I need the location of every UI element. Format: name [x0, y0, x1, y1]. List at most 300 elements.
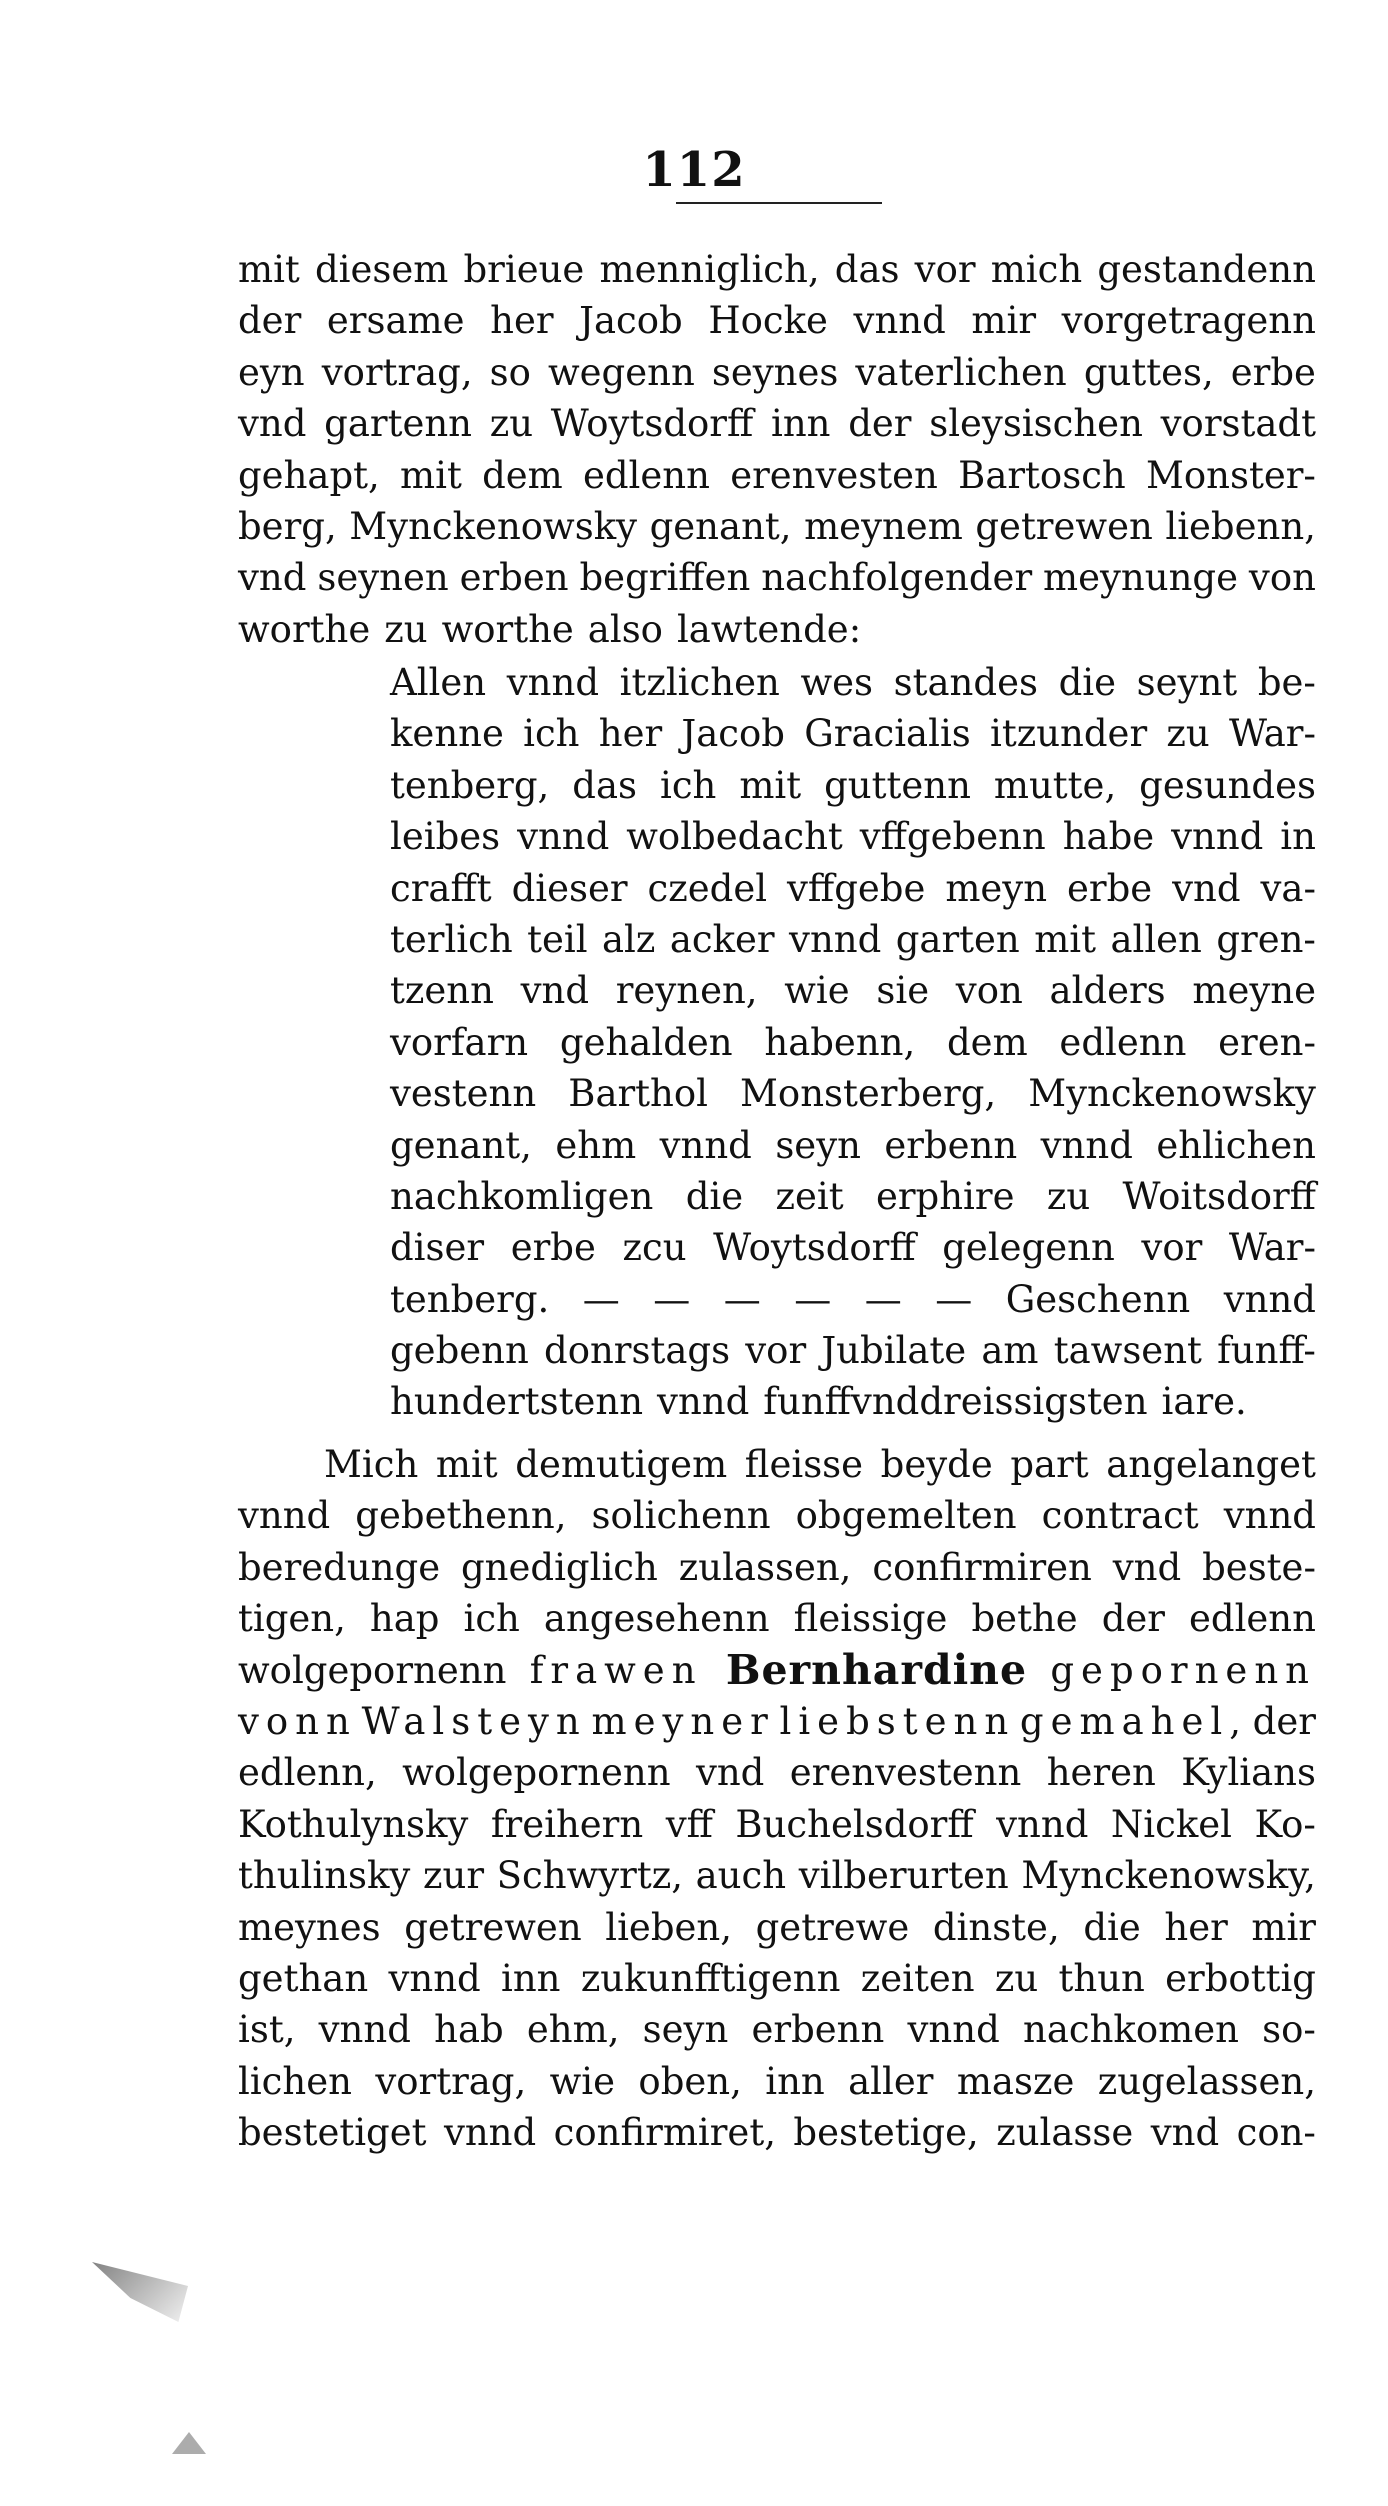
word: dieser [511, 866, 628, 910]
word: funffvnddreissigsten [763, 1380, 1148, 1424]
text-line [238, 1953, 1316, 2004]
word: gesundes [1139, 763, 1316, 807]
word: gebenn [390, 1329, 529, 1373]
word: der [1101, 1597, 1165, 1641]
word: vilberurten [798, 1854, 1009, 1898]
word: vor [914, 248, 976, 291]
word: angesehenn [543, 1597, 770, 1641]
word: solichenn [591, 1494, 771, 1538]
word: tigen, [238, 1597, 346, 1641]
word: Kylians [1181, 1751, 1316, 1795]
word: freihern [490, 1802, 644, 1846]
word-spaced: vonn [238, 1699, 357, 1743]
word: fleisse [744, 1443, 864, 1486]
word: genant, [390, 1123, 532, 1167]
word: War- [1228, 712, 1316, 756]
word: von [1248, 556, 1316, 600]
word: beredunge [238, 1545, 441, 1589]
text-line [238, 2004, 1316, 2055]
text-line [238, 295, 1316, 346]
text-line [238, 1490, 1316, 1541]
word: — [864, 1277, 902, 1321]
word-spaced: frawen [529, 1648, 703, 1692]
word: beste- [1202, 1545, 1316, 1589]
text-line [390, 760, 1316, 811]
word: hap [369, 1597, 440, 1641]
word: ich [523, 712, 580, 756]
word: — [723, 1277, 761, 1321]
word: obgemelten [795, 1494, 1017, 1538]
word: Woytsdorff [713, 1226, 916, 1270]
word: vorgetragenn [1061, 299, 1316, 343]
word: demutigem [515, 1443, 728, 1486]
word: wes [800, 661, 873, 704]
word-spaced: gemahel, [1019, 1699, 1248, 1743]
word: ehlichen [1156, 1123, 1316, 1167]
word: lieben, [605, 1905, 733, 1949]
word: vnnd [789, 917, 882, 961]
word: Ko- [1254, 1802, 1316, 1846]
word: also [587, 607, 663, 651]
word: vffgebe [787, 866, 926, 910]
text-line [238, 2056, 1316, 2107]
word: eren- [1218, 1020, 1316, 1064]
word: getrewen [404, 1905, 582, 1949]
word: Geschenn [1005, 1277, 1191, 1321]
word: erphire [875, 1174, 1015, 1218]
word: erbenn [751, 2008, 885, 2052]
word: erbe [510, 1226, 596, 1270]
word: zeiten [860, 1956, 975, 2000]
word: zur [423, 1854, 485, 1898]
word: so [489, 350, 531, 394]
word: Monsterberg, [740, 1072, 997, 1116]
word: mit [400, 453, 462, 497]
word: von [955, 969, 1023, 1013]
word: — [794, 1277, 832, 1321]
word: vaterlichen [855, 350, 1067, 394]
word: ich [463, 1597, 520, 1641]
word: edlenn, [238, 1751, 377, 1795]
word: Kothulynsky [238, 1802, 469, 1846]
text-line [390, 914, 1316, 965]
text-line [238, 604, 1316, 655]
text-line [238, 1902, 1316, 1953]
text-line [238, 1799, 1316, 1850]
word: eyn [238, 350, 305, 394]
word: ehm, [526, 2008, 620, 2052]
word: be- [1257, 661, 1316, 704]
word: donrstags [544, 1329, 731, 1373]
word: meyn [945, 866, 1048, 910]
word: der [238, 299, 302, 343]
word-spaced: meyner [591, 1699, 775, 1743]
word: so- [1262, 2008, 1316, 2052]
word: vorstadt [1160, 402, 1316, 446]
scan-smudge [172, 2432, 206, 2454]
word: va- [1260, 866, 1316, 910]
word: angelanget [1106, 1443, 1316, 1486]
word: gelegenn [942, 1226, 1115, 1270]
word: meynes [238, 1905, 381, 1949]
text-line [390, 1376, 1316, 1427]
paragraph-rest [238, 1747, 1316, 2158]
word: terlich [390, 917, 513, 961]
word: die [685, 1174, 744, 1218]
word: getrewe [755, 1905, 910, 1949]
word: allen [1110, 917, 1202, 961]
word: ersame [326, 299, 465, 343]
word: vor [1141, 1226, 1203, 1270]
word: Mynckenowsky [349, 504, 638, 548]
word: Woytsdorff [550, 402, 754, 446]
word: vnd [695, 1751, 765, 1795]
word: wie [549, 2059, 616, 2103]
text-line [238, 398, 1316, 449]
word: bestetiget [238, 2111, 427, 2155]
word: guttes, [1083, 350, 1214, 394]
word: vnnd [318, 2008, 411, 2052]
word: her [598, 712, 663, 756]
word: die [1058, 661, 1117, 704]
word: bestetige, [793, 2111, 979, 2155]
word: beyde [880, 1443, 993, 1486]
text-line [238, 1542, 1316, 1593]
word: War- [1228, 1226, 1316, 1270]
word: Mich [324, 1443, 419, 1486]
word: wegenn [547, 350, 695, 394]
word: vnd [1172, 866, 1241, 910]
word: iare. [1161, 1380, 1247, 1424]
word: ist, [238, 2008, 296, 2052]
word: wolgepornenn [402, 1751, 671, 1795]
word: mutte, [993, 763, 1117, 807]
page-number: 112 [642, 142, 746, 198]
word: meynunge [1043, 556, 1239, 600]
word: aller [848, 2059, 934, 2103]
word: inn [765, 2059, 825, 2103]
text-line [390, 1017, 1316, 1068]
word: mit [1034, 917, 1096, 961]
word: vestenn [390, 1072, 537, 1116]
word: tenberg, [390, 763, 550, 807]
quoted-document [390, 657, 1316, 1428]
word: dinste, [932, 1905, 1060, 1949]
word: zu [489, 402, 534, 446]
text-line [390, 1068, 1316, 1119]
word: Buchelsdorff [735, 1802, 974, 1846]
word: brieue [463, 248, 585, 291]
word: Mynckenowsky [1028, 1072, 1316, 1116]
word: gebethenn, [355, 1494, 567, 1538]
word: am [981, 1329, 1039, 1373]
word: seyn [775, 1123, 861, 1167]
paragraph-confirmation [238, 1439, 1316, 2158]
word: mir [1251, 1905, 1316, 1949]
word: berg, [238, 504, 337, 548]
word: habe [1062, 815, 1155, 859]
word: vnnd [238, 1494, 331, 1538]
word: Mynckenowsky, [1021, 1854, 1316, 1898]
word: genant, [649, 504, 792, 548]
text-line [238, 347, 1316, 398]
word: wolgepornenn [238, 1648, 507, 1692]
word: Jubilate [821, 1329, 967, 1373]
word: vnnd [853, 299, 946, 343]
word: erbe [1230, 350, 1316, 394]
word: tawsent [1053, 1329, 1202, 1373]
text-line [390, 657, 1316, 708]
word: gartenn [324, 402, 472, 446]
word: erben [459, 556, 569, 600]
word: mit [739, 763, 802, 807]
word: heren [1046, 1751, 1156, 1795]
word: getrewen [975, 504, 1153, 548]
text-line [238, 1696, 1316, 1747]
text-line [238, 1850, 1316, 1901]
text-line [238, 244, 1316, 295]
word: worthe [238, 607, 371, 651]
word: vnnd [388, 1956, 481, 2000]
word: vnnd [1171, 815, 1264, 859]
word: zu [1046, 1174, 1091, 1218]
word: dem [947, 1020, 1028, 1064]
word: reynen, [615, 969, 758, 1013]
word: das [834, 248, 900, 291]
word: gethan [238, 1956, 369, 2000]
word: zulassen, [678, 1545, 852, 1589]
word: mit [435, 1443, 498, 1486]
word: confirmiret, [553, 2111, 776, 2155]
word: vnd [238, 556, 307, 600]
word: meyne [1192, 969, 1316, 1013]
word: hundertstenn [390, 1380, 644, 1424]
word: zu [1166, 712, 1210, 756]
word: teil [527, 917, 588, 961]
blackletter-name: Bernhardine [725, 1645, 1028, 1694]
word: vnnd [517, 815, 610, 859]
word: worthe [441, 607, 574, 651]
word: tzenn [390, 969, 494, 1013]
word: vor [745, 1329, 807, 1373]
word: vnd [1150, 2111, 1220, 2155]
word: vnnd [659, 1123, 752, 1167]
word: vnnd [907, 2008, 1000, 2052]
word: vnnd [506, 661, 600, 704]
word: vnd [238, 402, 307, 446]
word: seynt [1136, 661, 1238, 704]
word: seynes [711, 350, 839, 394]
word: Jacob [579, 299, 683, 343]
word: kenne [390, 712, 504, 756]
scan-smudge [92, 2262, 188, 2322]
word: vffgebenn [859, 815, 1046, 859]
word: gehalden [559, 1020, 733, 1064]
word: Hocke [708, 299, 828, 343]
word: in [1280, 815, 1316, 859]
word: zu [994, 1956, 1039, 2000]
word: seynen [317, 556, 449, 600]
word-spaced: liebstenn [779, 1699, 1016, 1743]
word: gehapt, [238, 453, 380, 497]
word: Barthol [568, 1072, 708, 1116]
word: erbottig [1165, 1956, 1316, 2000]
word: vnnd [1223, 1494, 1316, 1538]
word: zulasse [996, 2111, 1134, 2155]
word: inn [501, 1956, 561, 2000]
word: sleysischen [929, 402, 1143, 446]
word: gestandenn [1097, 248, 1316, 291]
word: seyn [642, 2008, 729, 2052]
text-line [390, 1171, 1316, 1222]
word: itzunder [990, 712, 1148, 756]
word: liebenn, [1165, 504, 1316, 548]
word: erenvestenn [789, 1751, 1022, 1795]
word: Allen [390, 661, 487, 704]
word: vnnd [996, 1802, 1089, 1846]
word: con- [1236, 2111, 1316, 2155]
word: mir [971, 299, 1037, 343]
word: edlenn [1188, 1597, 1316, 1641]
word: contract [1041, 1494, 1199, 1538]
word: nachkomen [1022, 2008, 1239, 2052]
word: ich [659, 763, 717, 807]
word: thulinsky [238, 1854, 411, 1898]
word: vnnd [443, 2111, 537, 2155]
word: erbenn [884, 1123, 1018, 1167]
word: thun [1058, 1956, 1145, 2000]
word: garten [895, 917, 1020, 961]
word: zukunfftigenn [580, 1956, 841, 2000]
word: wie [784, 969, 850, 1013]
word: Jacob [681, 712, 785, 756]
word: mich [990, 248, 1083, 291]
word: ehm [555, 1123, 637, 1167]
text-line [390, 1325, 1316, 1376]
word: masze [956, 2059, 1075, 2103]
word: czedel [647, 866, 768, 910]
word: zeit [775, 1174, 844, 1218]
word: diser [390, 1226, 485, 1270]
word: vortrag, [375, 2059, 527, 2103]
word: vnnd [657, 1380, 750, 1424]
word: alz [601, 917, 656, 961]
word: Schwyrtz, [496, 1854, 683, 1898]
word: vnnd [1040, 1123, 1133, 1167]
word: der [848, 402, 912, 446]
word: crafft [390, 866, 492, 910]
word: meynem [804, 504, 963, 548]
word: funff- [1217, 1329, 1316, 1373]
word: alders [1049, 969, 1166, 1013]
text-line [390, 863, 1316, 914]
word: nachfolgender [761, 556, 1033, 600]
text-line [238, 1747, 1316, 1798]
word: vnnd [1223, 1277, 1316, 1321]
word: bethe [971, 1597, 1078, 1641]
word: vorfarn [390, 1020, 529, 1064]
word: diesem [314, 248, 449, 291]
word: — [582, 1277, 620, 1321]
text-line [238, 1593, 1316, 1644]
word: mit [238, 248, 300, 291]
word: die [1083, 1905, 1141, 1949]
text-line [390, 708, 1316, 759]
word: lichen [238, 2059, 352, 2103]
word: zugelassen, [1097, 2059, 1316, 2103]
word: Gracialis [804, 712, 971, 756]
word: nachkomligen [390, 1174, 654, 1218]
text-line [390, 1120, 1316, 1171]
word: erenvesten [730, 453, 938, 497]
word: Woitsdorff [1122, 1174, 1316, 1218]
text-line [390, 1274, 1316, 1325]
word: oben, [638, 2059, 742, 2103]
word: her [1164, 1905, 1228, 1949]
word: standes [893, 661, 1038, 704]
word: her [490, 299, 554, 343]
text-line [238, 552, 1316, 603]
word: vnd [1112, 1545, 1182, 1589]
word: menniglich, [599, 248, 820, 291]
word: begriffen [579, 556, 751, 600]
word: erbe [1067, 866, 1153, 910]
word: lawtende: [676, 607, 862, 651]
word: part [1010, 1443, 1089, 1486]
word: vff [665, 1802, 713, 1846]
word: der [1252, 1699, 1316, 1743]
word: vnd [520, 969, 590, 1013]
word: wolbedacht [626, 815, 843, 859]
word: inn [770, 402, 831, 446]
word: Bartosch [958, 453, 1126, 497]
text-line [390, 965, 1316, 1016]
word: — [653, 1277, 691, 1321]
word: das [572, 763, 638, 807]
paragraph-intro [238, 244, 1316, 655]
word-spaced: Walsteyn [361, 1699, 587, 1743]
text-line [238, 501, 1316, 552]
word: gren- [1216, 917, 1316, 961]
text-line [238, 1645, 1316, 1696]
word: guttenn [824, 763, 971, 807]
word: auch [695, 1854, 787, 1898]
word: zcu [622, 1226, 687, 1270]
text-line [390, 811, 1316, 862]
word: itzlichen [619, 661, 780, 704]
word: vortrag, [321, 350, 473, 394]
word: acker [669, 917, 775, 961]
word-spaced: gepornenn [1050, 1648, 1316, 1692]
word: habenn, [764, 1020, 916, 1064]
word: zu [384, 607, 428, 651]
text-line [238, 2107, 1316, 2158]
word: fleissige [793, 1597, 948, 1641]
word: edlenn [582, 453, 710, 497]
text-line [238, 1439, 1316, 1490]
word: leibes [390, 815, 501, 859]
word: — [935, 1277, 973, 1321]
word: hab [434, 2008, 504, 2052]
word: confirmiren [872, 1545, 1092, 1589]
word: dem [482, 453, 563, 497]
word: tenberg. [390, 1277, 550, 1321]
word: Nickel [1110, 1802, 1232, 1846]
word: sie [876, 969, 930, 1013]
word: Monster- [1145, 453, 1316, 497]
word: edlenn [1059, 1020, 1187, 1064]
page-number-rule [676, 202, 882, 204]
